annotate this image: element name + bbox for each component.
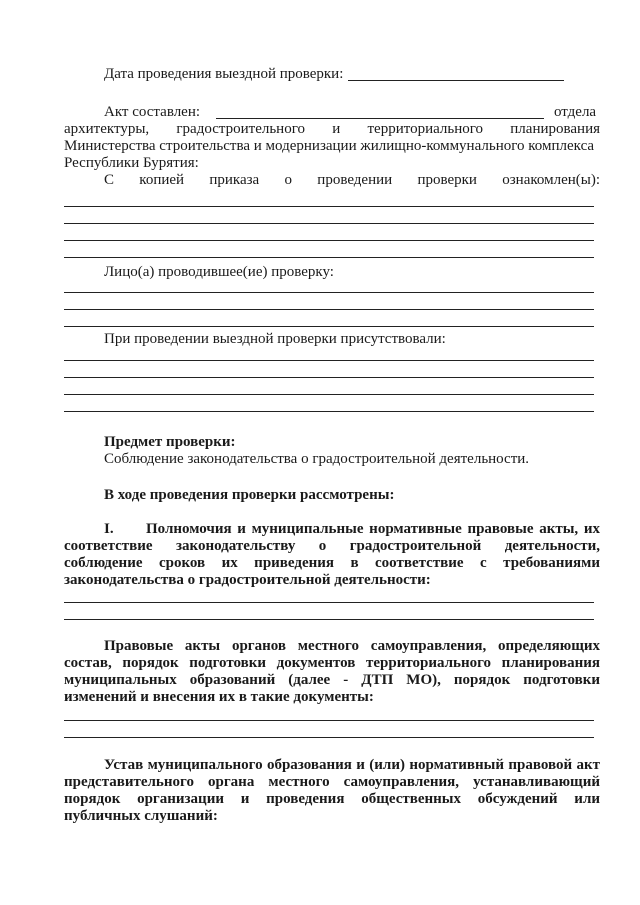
present-line-3 (64, 394, 594, 395)
present-line-2 (64, 377, 594, 378)
legal-acts-line-2: состав, порядок подготовки документов территориального планирования (64, 655, 600, 671)
inspector-line-2 (64, 309, 594, 310)
inspector-label: Лицо(а) проводившее(ие) проверку: (104, 264, 334, 280)
inspector-line-3 (64, 326, 594, 327)
charter-line-2: представительного органа местного самоуправления, устанавливающий (64, 774, 600, 790)
inspection-date-label: Дата проведения выездной проверки: (104, 66, 344, 82)
familiarized-line-2 (64, 223, 594, 224)
section-1-line-2: соответствие законодательству о градостроительной деятельности, (64, 538, 600, 554)
present-line-1 (64, 360, 594, 361)
act-line-3: Министерства строительства и модернизации жилищно-коммунального комплекса (64, 138, 595, 154)
familiarized-line-4 (64, 257, 594, 258)
legal-acts-fill-line-2 (64, 737, 594, 738)
familiarized-label: С копией приказа о проведении проверки ознакомлен(ы): (104, 172, 600, 188)
inspection-date-line (348, 80, 564, 81)
section-1-fill-line-1 (64, 602, 594, 603)
legal-acts-fill-line-1 (64, 720, 594, 721)
compiled-by-label: Акт составлен: (104, 104, 201, 120)
subject-heading: Предмет проверки: (104, 434, 236, 450)
present-label: При проведении выездной проверки присутствовали: (104, 331, 446, 347)
section-1-line-4: законодательства о градостроительной деятельности: (64, 572, 431, 588)
compiled-by-line (216, 118, 544, 119)
legal-acts-line-1: Правовые акты органов местного самоуправления, определяющих (104, 638, 600, 654)
legal-acts-line-4: изменений и внесения их в такие документы: (64, 689, 374, 705)
section-1-number: I. (104, 521, 114, 537)
subject-text: Соблюдение законодательства о градостроительной деятельности. (104, 451, 530, 467)
section-1-line-3: соблюдение сроков их приведения в соответствие с требованиями (64, 555, 600, 571)
inspector-line-1 (64, 292, 594, 293)
familiarized-line-3 (64, 240, 594, 241)
act-line-2: архитектуры, градостроительного и территориального планирования (64, 121, 600, 137)
act-line-4: Республики Бурятия: (64, 155, 199, 171)
dept-word: отдела (554, 104, 597, 120)
charter-line-3: порядок организации и проведения общественных обсуждений или (64, 791, 600, 807)
reviewed-heading: В ходе проведения проверки рассмотрены: (104, 487, 395, 503)
familiarized-line-1 (64, 206, 594, 207)
charter-line-1: Устав муниципального образования и (или) нормативный правовой акт (104, 757, 600, 773)
legal-acts-line-3: муниципальных образований (далее - ДТП МО), порядок подготовки (64, 672, 600, 688)
section-1-line-1: Полномочия и муниципальные нормативные правовые акты, их (146, 521, 600, 537)
present-line-4 (64, 411, 594, 412)
section-1-fill-line-2 (64, 619, 594, 620)
charter-line-4: публичных слушаний: (64, 808, 218, 824)
